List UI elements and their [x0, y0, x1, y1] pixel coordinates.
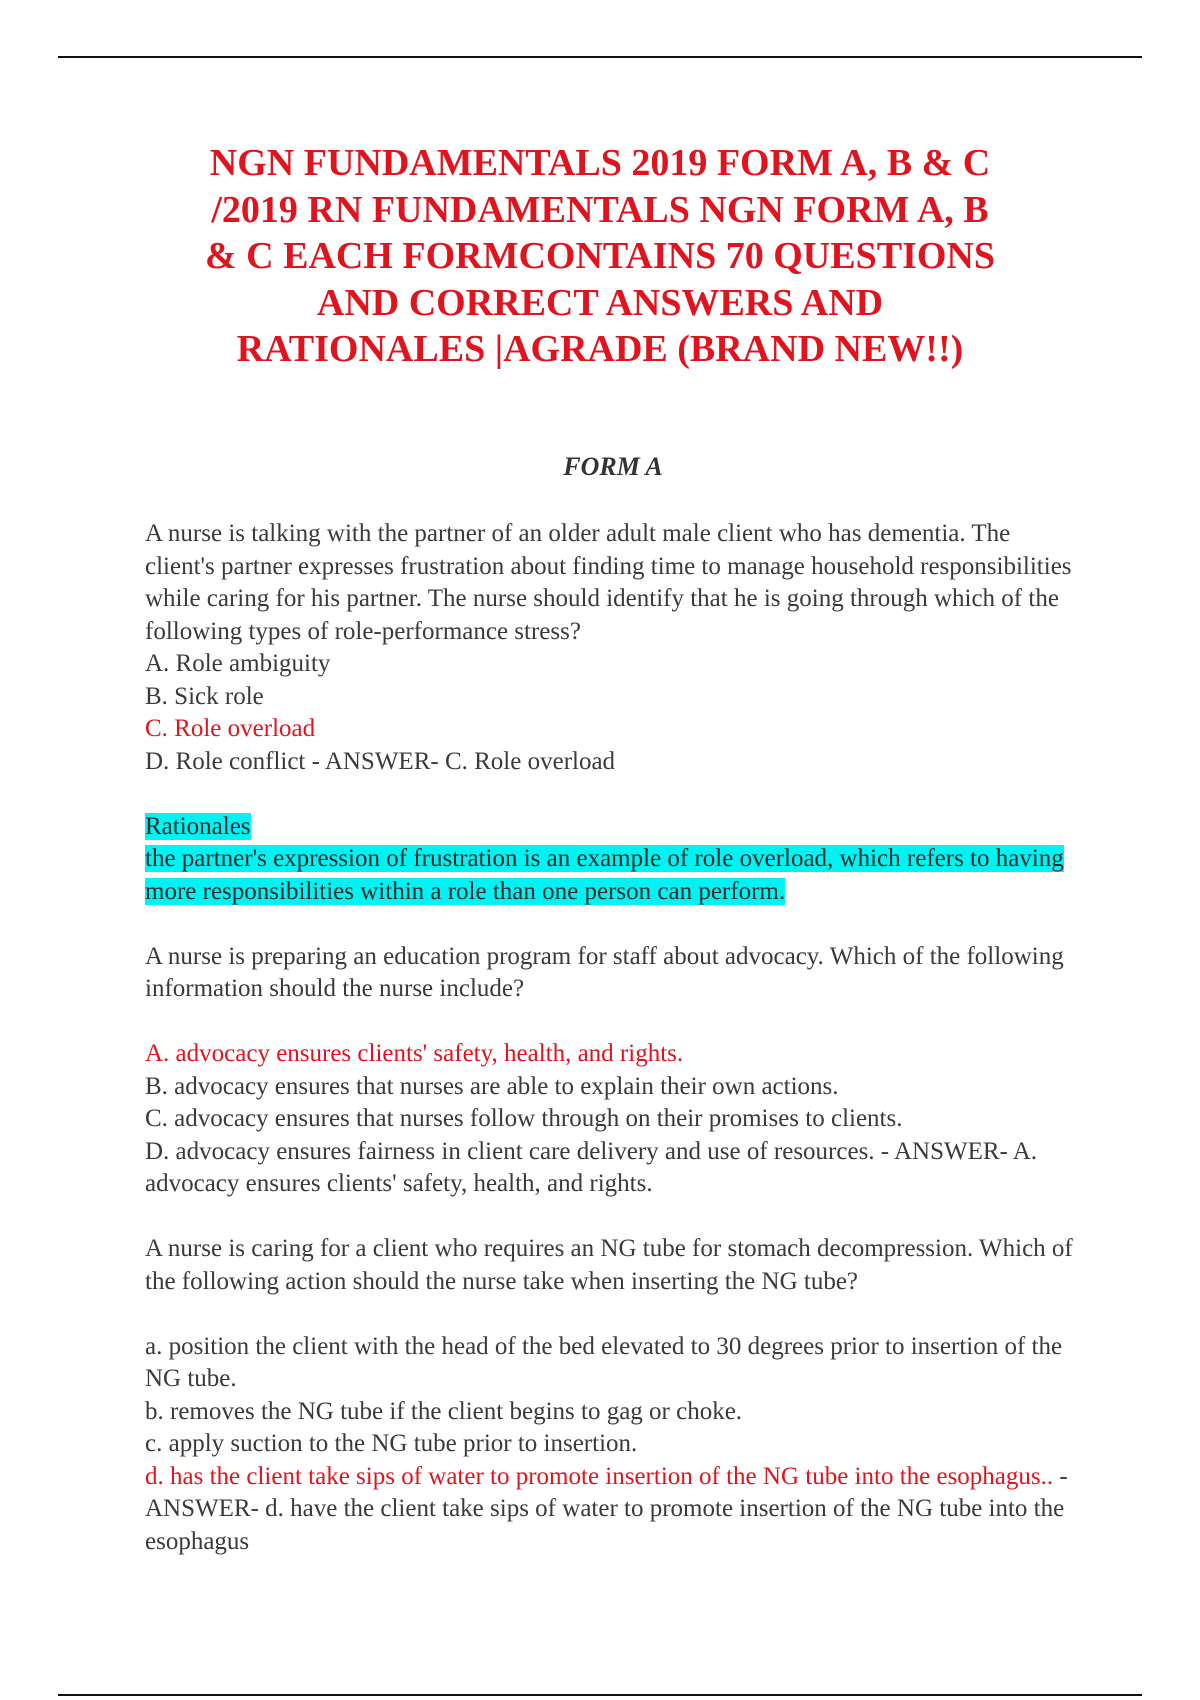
document-body [145, 518, 1085, 1558]
question-block-2 [145, 941, 1085, 1201]
option-d-with-answer: D. Role conflict - ANSWER- C. Role overload [145, 747, 616, 775]
question-stem: A nurse is preparing an education program for staff about advocacy. Which of the following information should the nurse include? [145, 942, 1064, 1002]
rationale-text [145, 843, 1085, 908]
question-block-1 [145, 518, 1085, 908]
option-b: B. advocacy ensures that nurses are able to explain their own actions. [145, 1072, 839, 1100]
rationale-heading-text: Rationales [145, 812, 251, 840]
option-a: a. position the client with the head of the bed elevated to 30 degrees prior to insertion of the NG tube. [145, 1332, 1063, 1392]
option-b: b. removes the NG tube if the client begins to gag or choke. [145, 1397, 743, 1425]
option-c: c. apply suction to the NG tube prior to insertion. [145, 1430, 638, 1457]
top-rule [58, 56, 1142, 58]
option-d-with-answer: D. advocacy ensures fairness in client care delivery and use of resources. - ANSWER- A. advocacy ensures clients' safety, health, and rights. [145, 1137, 1038, 1197]
rationale-heading [145, 811, 1085, 844]
document-title: NGN FUNDAMENTALS 2019 FORM A, B & C /2019 RN FUNDAMENTALS NGN FORM A, B & C EACH FORMCONTAINS 70 QUESTIONS AND CORRECT ANSWERS AND RATIONALES |AGRADE (BRAND NEW!!) [205, 142, 995, 370]
option-c: C. advocacy ensures that nurses follow through on their promises to clients. [145, 1105, 903, 1132]
option-d-with-answer [145, 1461, 1085, 1559]
answer-text: - ANSWER- d. have the client take sips of water to promote insertion of the NG tube into the esophagus [145, 1462, 1068, 1555]
question-stem: A nurse is caring for a client who requires an NG tube for stomach decompression. Which of the following action should the nurse take when inserting the NG tube? [145, 1235, 1073, 1295]
option-d-correct: d. has the client take sips of water to promote insertion of the NG tube into the esophagus.. [145, 1462, 1054, 1490]
option-b: B. Sick role [145, 682, 264, 710]
option-a-correct: A. advocacy ensures clients' safety, health, and rights. [145, 1040, 684, 1067]
question-block-3 [145, 1233, 1085, 1558]
option-c-correct: C. Role overload [145, 715, 316, 742]
question-stem: A nurse is talking with the partner of an older adult male client who has dementia. The client's partner expresses frustration about finding time to manage household responsibilities while caring for his partner. The nurse should identify that he is going through which of the following types of role-performance stress? [145, 520, 1072, 645]
option-a: A. Role ambiguity [145, 650, 331, 677]
bottom-rule [58, 1694, 1142, 1696]
rationale-highlight: the partner's expression of frustration is an example of role overload, which refers to having more responsibilities within a role than one person can perform. [145, 845, 1064, 905]
form-heading: FORM A [563, 452, 663, 481]
